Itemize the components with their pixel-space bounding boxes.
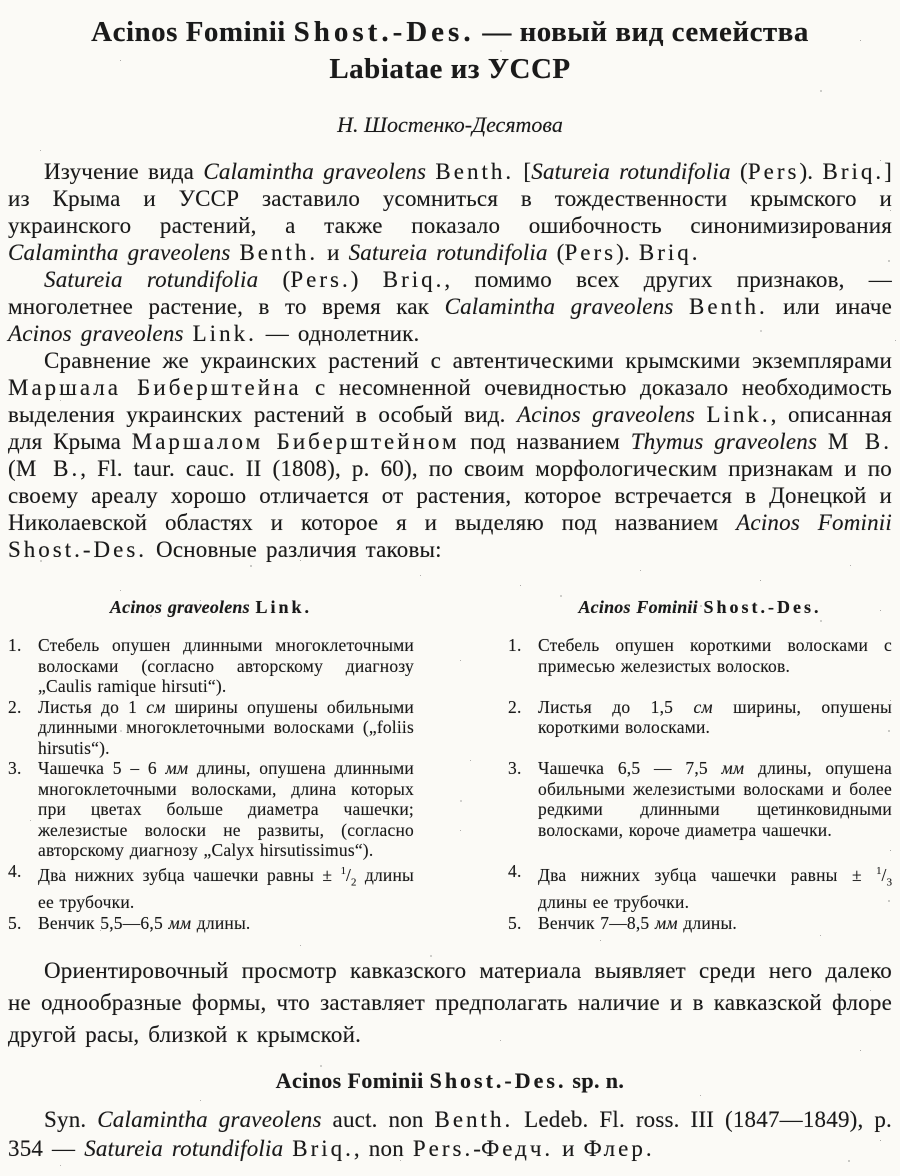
scan-noise-layer-2 [0, 0, 2, 2]
paragraph-perennial-annual: Satureia rotundifolia (Pers.) Briq., помимо всех других признаков, — многолетнее растение, в то время как Calamintha graveolens Benth. или иначе Acinos graveolens Link. — однолетник. [8, 267, 892, 346]
left-item-1 [8, 635, 450, 697]
right-item-1 [450, 635, 892, 697]
synonymy-paragraph: Syn. Calamintha graveolens auct. non Benth. Ledeb. Fl. ross. III (1847—1849), p. 354 — Satureia rotundifolia Briq., non Pers.-Федч. и Флер. [8, 1107, 892, 1162]
species-heading: Acinos Fominii Shost.-Des. sp. n. [275, 1068, 625, 1094]
item-text: Два нижних зубца чашечки равны ± $^1/_2$ длины ее трубочки. [38, 864, 415, 913]
item-number: 2. [8, 696, 22, 717]
item-text: Венчик 5,5—6,5 мм длины. [38, 912, 251, 933]
left-item-5 [8, 913, 450, 934]
item-number: 5. [8, 912, 22, 933]
item-number: 4. [508, 860, 522, 881]
item-text: Листья до 1,5 см ширины, опушены короткими волосками. [538, 696, 892, 737]
article-title-line2: Labiatae из УССР [329, 53, 571, 85]
article-title-line1: Acinos Fominii Shost.-Des. — новый вид семейства [91, 16, 809, 48]
author-byline: Н. Шостенко-Десятова [337, 112, 563, 137]
article-title [8, 14, 892, 88]
item-text: Чашечка 6,5 — 7,5 мм длины, опушена обильными железистыми волосками и более редкими длинными щетинковидными волосками, короче диаметра чашечки. [538, 758, 892, 840]
right-item-2 [450, 697, 892, 759]
scan-noise-layer-1 [0, 0, 1, 1]
item-text: Стебель опушен короткими волосками с примесью железистых волосков. [538, 635, 892, 676]
right-item-5 [450, 913, 892, 934]
item-number: 1. [8, 635, 22, 655]
item-number: 1. [508, 635, 522, 655]
left-item-4 [8, 861, 450, 913]
item-number: 3. [508, 758, 522, 778]
paragraph-introduction: Изучение вида Calamintha graveolens Benth. [Satureia rotundifolia (Pers). Briq.] из Крыма и УССР заставило усомниться в тождественности крымского и украинского растений, а также показало ошибочность синонимизирования Calamintha graveolens Benth. и Satureia rotundifolia (Pers). Briq. [8, 159, 893, 265]
item-number: 3. [8, 758, 22, 778]
right-item-4 [450, 861, 892, 913]
right-item-3 [450, 758, 892, 861]
item-number: 2. [508, 696, 522, 717]
comparison-table [8, 597, 892, 933]
closing-paragraph: Ориентировочный просмотр кавказского материала выявляет среди него далеко не однообразные формы, что заставляет предполагать наличие и в кавказской флоре другой расы, близкой к крымской. [8, 958, 892, 1048]
item-number: 4. [8, 860, 22, 881]
item-text: Венчик 7—8,5 мм длины. [538, 912, 737, 933]
left-item-2 [8, 697, 450, 759]
item-number: 5. [508, 912, 522, 933]
right-column-header: Acinos Fominii Shost.-Des. [578, 597, 822, 617]
left-column-header: Acinos graveolens Link. [109, 597, 313, 617]
item-text: Стебель опушен длинными многоклеточными волосками (согласно авторскому диагнозу „Caulis ramique hirsuti“). [38, 635, 414, 696]
paragraph-comparison-intro: Сравнение же украинских растений с автентическими крымскими экземплярами Маршала Биберштейна с несомненной очевидностью доказало необходимость выделения украинских растений в особый вид. Acinos graveolens Link., описанная для Крыма Маршалом Биберштейном под названием Thymus graveolens M B. (M B., Fl. taur. cauc. II (1808), p. 60), по своим морфологическим признакам и по своему ареалу хорошо отличается от растения, которое встречается в Донецкой и Николаевской областях и которое я и выделяю под названием Acinos Fominii Shost.-Des. Основные различия таковы: [8, 348, 892, 562]
item-text: Чашечка 5 – 6 мм длины, опушена длинными многоклеточными волосками, длина которых при цветах больше диаметра чашечки; железистые волоски не развиты, (согласно авторскому диагнозу „Calyx hirsutissimus“). [38, 758, 414, 860]
left-item-3 [8, 758, 450, 861]
item-text: Два нижних зубца чашечки равны ± $^1/_3$ длины ее трубочки. [538, 864, 892, 913]
item-text: Листья до 1 см ширины опушены обильными длинными многоклеточными волосками („foliis hirsutis“). [38, 696, 414, 758]
